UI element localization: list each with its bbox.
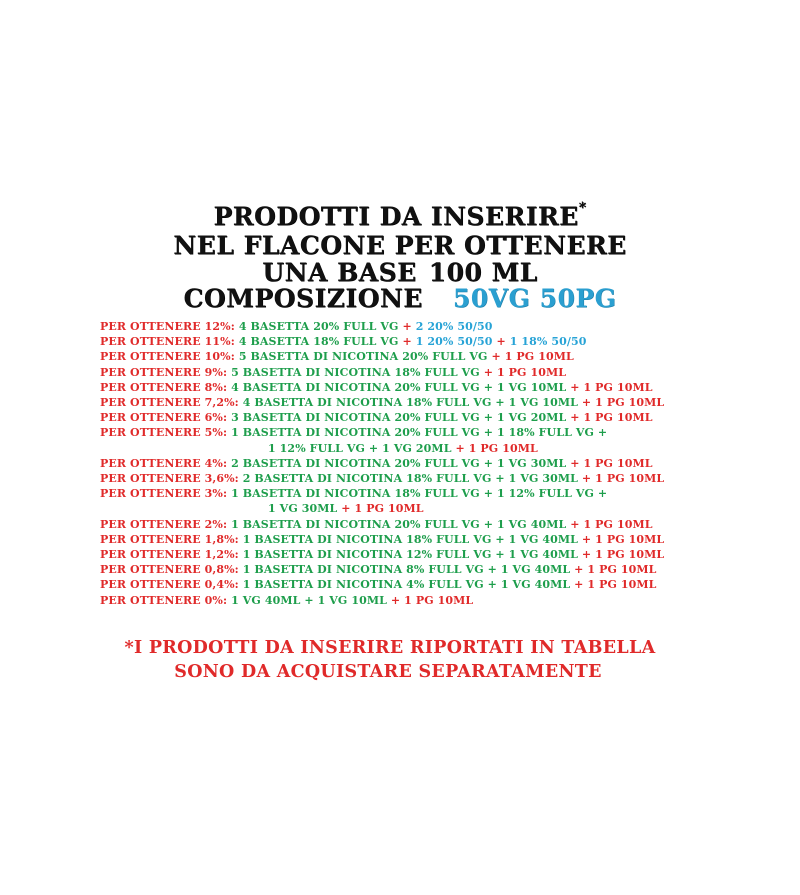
recipe-ingredient-text: + 1 PG 10ML (574, 563, 657, 577)
recipe-ingredient-text: + 1 PG 10ML (570, 456, 653, 470)
heading-composition-label: COMPOSIZIONE (183, 284, 423, 313)
recipe-ingredient-text: + 1 PG 10ML (390, 593, 474, 607)
recipe-row (100, 517, 800, 532)
recipe-ingredient-text: 1 BASETTA DI NICOTINA 20% FULL VG + 1 VG 40ML (231, 517, 571, 531)
asterisk-mark: * (578, 200, 587, 216)
recipe-row (100, 319, 800, 334)
recipe-target-label: PER OTTENERE 6%: (100, 411, 232, 425)
recipe-row (100, 593, 800, 608)
recipe-ingredient-text: + 1 PG 10ML (455, 441, 538, 455)
recipe-ingredient-text: 1 BASETTA DI NICOTINA 8% FULL VG + 1 VG 40ML (242, 563, 575, 577)
recipe-target-label: PER OTTENERE 5%: (100, 426, 232, 440)
recipe-ingredient-text: 2 20% 50/50 (415, 320, 493, 333)
recipe-row (100, 395, 800, 410)
recipe-ingredient-text: + 1 PG 10ML (570, 517, 653, 531)
recipe-row-continuation (100, 441, 800, 456)
recipe-ingredient-text: 1 18% 50/50 (509, 335, 587, 349)
recipe-target-label: PER OTTENERE 0%: (100, 593, 232, 607)
recipe-target-label: PER OTTENERE 11%: (100, 335, 239, 349)
recipe-ingredient-text: 1 12% FULL VG + 1 VG 20ML (268, 441, 456, 455)
recipe-row (100, 577, 800, 592)
recipe-ingredient-text: + 1 PG 10ML (574, 578, 657, 592)
recipe-ingredient-text: 1 BASETTA DI NICOTINA 18% FULL VG + 1 12% FULL VG + (231, 487, 608, 501)
recipe-ingredient-text: 5 BASETTA DI NICOTINA 20% FULL VG (238, 350, 492, 364)
recipe-row (100, 471, 800, 486)
recipe-target-label: PER OTTENERE 0,4%: (100, 578, 243, 592)
recipe-ingredient-text: + 1 PG 10ML (581, 396, 665, 410)
recipe-row (100, 562, 800, 577)
recipe-target-label: PER OTTENERE 4%: (100, 456, 232, 470)
recipe-ingredient-text: + 1 PG 10ML (341, 502, 424, 516)
recipe-ingredient-text: + 1 PG 10ML (570, 380, 653, 394)
recipe-ingredient-text: 4 BASETTA DI NICOTINA 20% FULL VG + 1 VG 10ML (231, 380, 571, 394)
recipe-row (100, 334, 800, 349)
heading-line-3 (0, 258, 800, 287)
recipe-ingredient-text: 1 VG 30ML (268, 502, 342, 516)
recipe-target-label: PER OTTENERE 12%: (100, 320, 239, 333)
recipe-row (100, 486, 800, 501)
recipe-target-label: PER OTTENERE 10%: (100, 350, 239, 364)
heading-volume: 100 ML (428, 258, 538, 287)
recipe-row (100, 380, 800, 395)
recipe-target-label: PER OTTENERE 3,6%: (100, 472, 243, 486)
recipe-row (100, 425, 800, 440)
recipe-ingredient-text: 4 BASETTA 18% FULL VG (238, 335, 403, 349)
heading-line-4 (0, 284, 800, 313)
heading-line-1 (0, 202, 800, 231)
recipe-ingredient-text: + (496, 335, 510, 349)
recipe-target-label: PER OTTENERE 2%: (100, 517, 232, 531)
recipe-row (100, 532, 800, 547)
recipe-ingredient-text: 2 BASETTA DI NICOTINA 20% FULL VG + 1 VG 30ML (231, 456, 571, 470)
heading-base-label: UNA BASE (262, 258, 417, 287)
footnote-line-2: SONO DA ACQUISTARE SEPARATAMENTE (174, 662, 602, 682)
recipe-ingredient-text: + 1 PG 10ML (581, 532, 665, 546)
recipe-ingredient-text: 1 BASETTA DI NICOTINA 12% FULL VG + 1 VG 40ML (242, 548, 582, 562)
recipe-row-continuation (100, 501, 800, 516)
recipe-ingredient-text: 2 BASETTA DI NICOTINA 18% FULL VG + 1 VG 30ML (242, 472, 582, 486)
recipe-ingredient-text: + 1 PG 10ML (581, 472, 665, 486)
recipe-ingredient-text: 4 BASETTA 20% FULL VG (238, 320, 403, 333)
recipe-ingredient-text: 5 BASETTA DI NICOTINA 18% FULL VG (231, 365, 484, 379)
recipe-ingredient-text: + 1 PG 10ML (570, 411, 653, 425)
recipe-target-label: PER OTTENERE 9%: (100, 365, 232, 379)
recipe-ingredient-text: 1 20% 50/50 (415, 335, 497, 349)
recipe-target-label: PER OTTENERE 1,8%: (100, 532, 243, 546)
recipe-target-label: PER OTTENERE 1,2%: (100, 548, 243, 562)
recipe-target-label: PER OTTENERE 0,8%: (100, 563, 243, 577)
recipe-ingredient-text: 3 BASETTA DI NICOTINA 20% FULL VG + 1 VG 20ML (231, 411, 571, 425)
recipe-list (100, 319, 800, 608)
recipe-ingredient-text: 1 BASETTA DI NICOTINA 18% FULL VG + 1 VG 40ML (242, 532, 582, 546)
recipe-row (100, 349, 800, 364)
heading-line-1-text: PRODOTTI DA INSERIRE (213, 202, 579, 231)
recipe-row (100, 456, 800, 471)
recipe-ingredient-text: 4 BASETTA DI NICOTINA 18% FULL VG + 1 VG 10ML (242, 396, 582, 410)
recipe-target-label: PER OTTENERE 7,2%: (100, 396, 243, 410)
recipe-row (100, 365, 800, 380)
recipe-row (100, 410, 800, 425)
heading-composition-value: 50VG 50PG (452, 284, 617, 313)
recipe-target-label: PER OTTENERE 3%: (100, 487, 232, 501)
recipe-ingredient-text: + 1 PG 10ML (491, 350, 574, 364)
recipe-target-label: PER OTTENERE 8%: (100, 380, 232, 394)
recipe-ingredient-text: + 1 PG 10ML (581, 548, 665, 562)
recipe-ingredient-text: 1 BASETTA DI NICOTINA 4% FULL VG + 1 VG 40ML (242, 578, 575, 592)
recipe-ingredient-text: + (402, 335, 416, 349)
heading-line-2: NEL FLACONE PER OTTENERE (173, 231, 627, 260)
recipe-ingredient-text: 1 VG 40ML + 1 VG 10ML (231, 593, 391, 607)
footnote-line-1: *I PRODOTTI DA INSERIRE RIPORTATI IN TABELLA (124, 638, 656, 658)
recipe-ingredient-text: + 1 PG 10ML (483, 365, 567, 379)
recipe-row (100, 547, 800, 562)
recipe-ingredient-text: + (402, 320, 416, 333)
recipe-ingredient-text: 1 BASETTA DI NICOTINA 20% FULL VG + 1 18% FULL VG + (231, 426, 608, 440)
